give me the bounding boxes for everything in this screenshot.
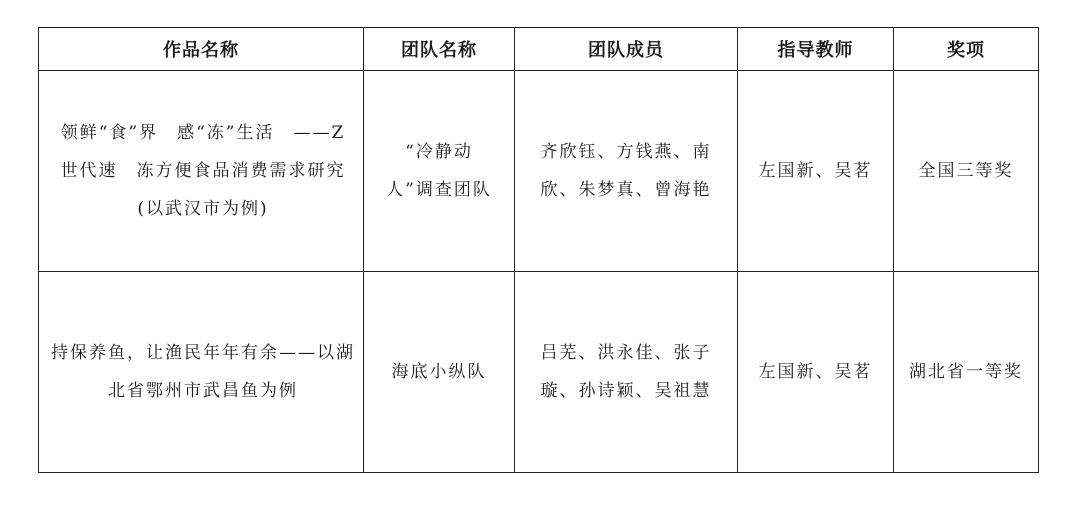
table-row xyxy=(39,272,1039,473)
header-team-name: 团队名称 xyxy=(364,28,515,71)
cell-award: 全国三等奖 xyxy=(894,71,1039,272)
header-work-name: 作品名称 xyxy=(39,28,364,71)
cell-team-name: 海底小纵队 xyxy=(364,272,515,473)
header-row xyxy=(39,28,1039,71)
header-team-members: 团队成员 xyxy=(515,28,738,71)
cell-team-members: 齐欣钰、方钱燕、南欣、朱梦真、曾海艳 xyxy=(515,71,738,272)
cell-advisor: 左国新、吴茗 xyxy=(738,272,894,473)
cell-award: 湖北省一等奖 xyxy=(894,272,1039,473)
cell-work-name: 持保养鱼，让渔民年年有余——以湖北省鄂州市武昌鱼为例 xyxy=(39,272,364,473)
cell-work-name: 领鲜“食”界 感“冻”生活 ——Z 世代速 冻方便食品消费需求研究 (以武汉市为例) xyxy=(39,71,364,272)
cell-advisor: 左国新、吴茗 xyxy=(738,71,894,272)
header-advisor: 指导教师 xyxy=(738,28,894,71)
cell-team-members: 吕芜、洪永佳、张子璇、孙诗颖、吴祖慧 xyxy=(515,272,738,473)
awards-table xyxy=(38,27,1039,473)
header-award: 奖项 xyxy=(894,28,1039,71)
table-row xyxy=(39,71,1039,272)
cell-team-name: “冷静动人”调查团队 xyxy=(364,71,515,272)
